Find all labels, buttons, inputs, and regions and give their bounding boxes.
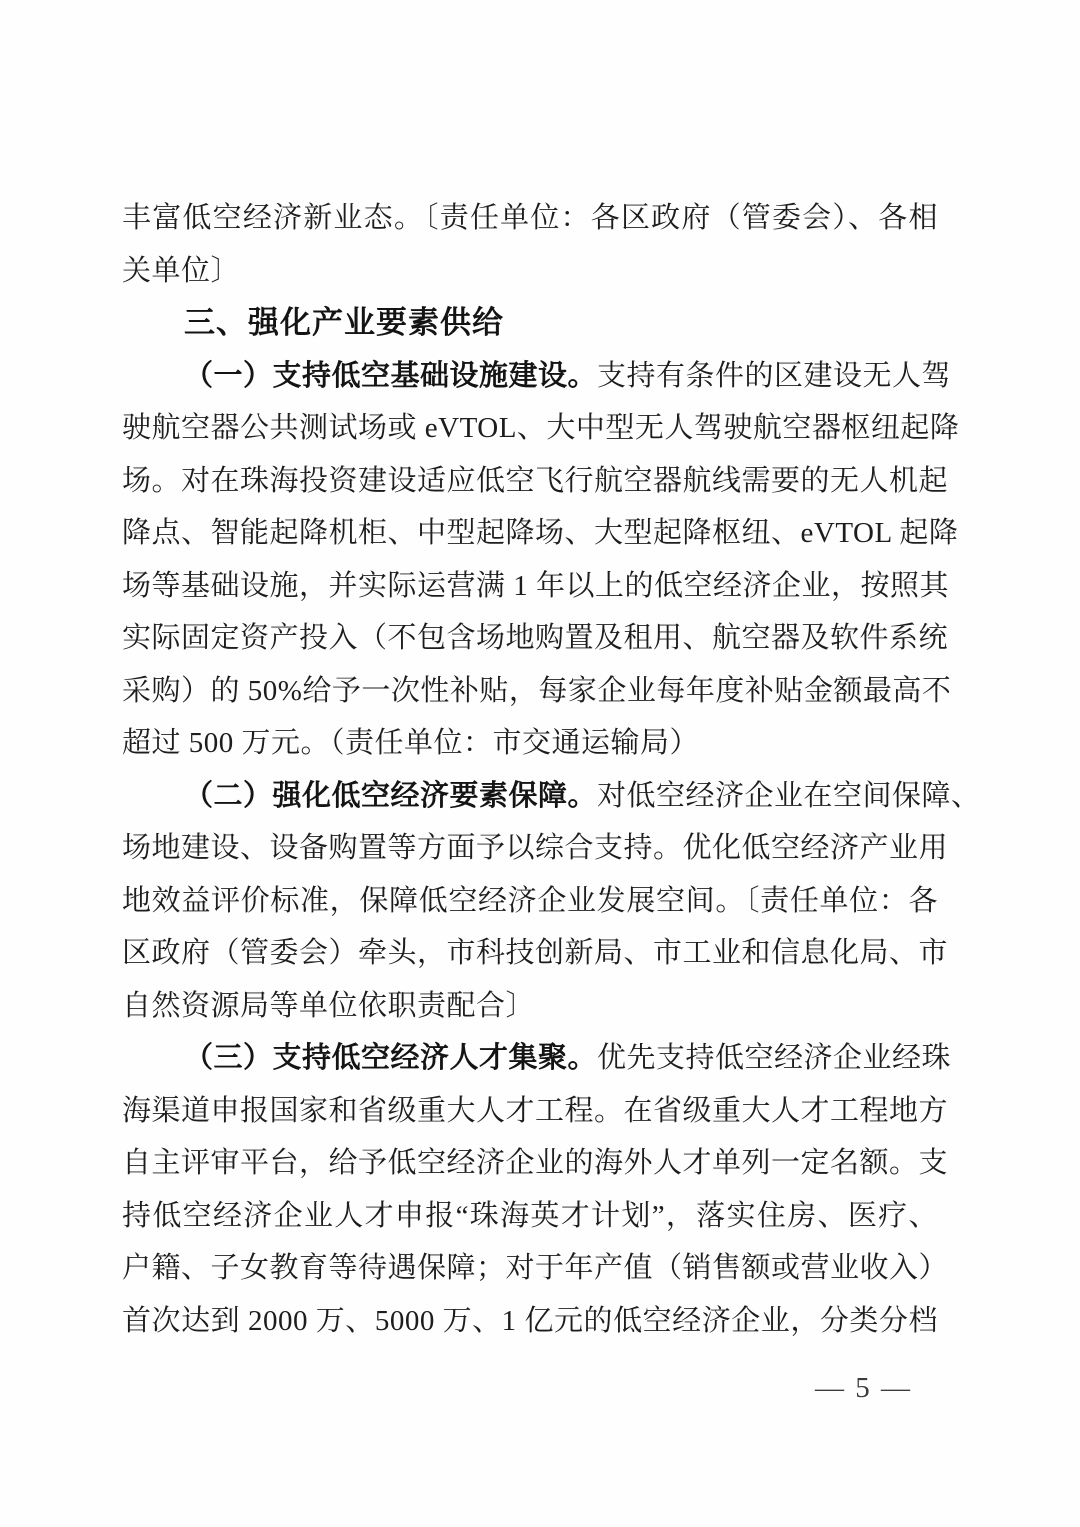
item-1-line-4 xyxy=(122,507,959,560)
item-2-line-3 xyxy=(122,875,938,928)
item-1-line-1 xyxy=(122,350,952,403)
body-text: 场。对在珠海投资建设适应低空飞行航空器航线需要的无人机起 xyxy=(122,464,949,497)
body-text: 持低空经济企业人才申报“珠海英才计划”，落实住房、医疗、 xyxy=(122,1199,938,1232)
item-1-line-7 xyxy=(122,665,952,718)
body-text: 户籍、子女教育等待遇保障；对于年产值（销售额或营业收入） xyxy=(122,1252,949,1284)
body-text: 驶航空器公共测试场或 eVTOL、大中型无人驾驶航空器枢纽起降 xyxy=(122,412,960,444)
body-text: 超过 500 万元。（责任单位：市交通运输局） xyxy=(122,727,700,759)
item-1-line-2 xyxy=(122,402,960,455)
body-text: 支持有条件的区建设无人驾 xyxy=(597,359,952,392)
body-text: 自然资源局等单位依职责配合〕 xyxy=(122,989,536,1022)
body-text: 实际固定资产投入（不包含场地购置及租用、航空器及软件系统 xyxy=(122,622,949,654)
item-3-line-4 xyxy=(122,1190,938,1243)
item-3-line-6 xyxy=(122,1295,938,1348)
section-lead-text: （三）支持低空经济人才集聚。 xyxy=(184,1042,598,1074)
body-text: 降点、智能起降机柜、中型起降场、大型起降枢纽、eVTOL 起降 xyxy=(122,517,959,549)
section-lead-text: （一）支持低空基础设施建设。 xyxy=(184,359,598,392)
section-heading-3 xyxy=(122,297,938,350)
document-body xyxy=(122,192,981,1347)
item-1-line-6 xyxy=(122,612,949,665)
section-lead-text: （二）强化低空经济要素保障。 xyxy=(184,779,598,812)
para-responsibility-carryover-line-1 xyxy=(122,192,938,245)
body-text: 关单位〕 xyxy=(122,254,241,287)
body-text: 首次达到 2000 万、5000 万、1 亿元的低空经济企业，分类分档 xyxy=(122,1304,938,1337)
body-text: 海渠道申报国家和省级重大人才工程。在省级重大人才工程地方 xyxy=(122,1094,949,1127)
item-2-line-2 xyxy=(122,822,949,875)
body-text: 地效益评价标准，保障低空经济企业发展空间。〔责任单位：各 xyxy=(122,884,938,917)
item-3-line-1 xyxy=(122,1032,952,1085)
para-responsibility-carryover-line-2 xyxy=(122,245,938,298)
body-text: 场等基础设施，并实际运营满 1 年以上的低空经济企业，按照其 xyxy=(122,569,950,602)
item-3-line-5 xyxy=(122,1242,949,1295)
item-2-line-4 xyxy=(122,927,949,980)
item-3-line-2 xyxy=(122,1085,949,1138)
page-number: — 5 — xyxy=(815,1372,912,1404)
item-2-line-5 xyxy=(122,980,938,1033)
body-text: 区政府（管委会）牵头，市科技创新局、市工业和信息化局、市 xyxy=(122,937,949,969)
item-1-line-5 xyxy=(122,560,950,613)
body-text: 对低空经济企业在空间保障、 xyxy=(597,779,981,812)
item-3-line-3 xyxy=(122,1137,949,1190)
item-2-line-1 xyxy=(122,770,981,823)
body-text: 自主评审平台，给予低空经济企业的海外人才单列一定名额。支 xyxy=(122,1147,949,1179)
body-text: 场地建设、设备购置等方面予以综合支持。优化低空经济产业用 xyxy=(122,832,949,864)
section-lead-text: 三、强化产业要素供给 xyxy=(184,305,504,340)
body-text: 优先支持低空经济企业经珠 xyxy=(597,1042,952,1074)
item-1-line-3 xyxy=(122,455,949,508)
body-text: 丰富低空经济新业态。〔责任单位：各区政府（管委会）、各相 xyxy=(122,202,938,234)
body-text: 采购）的 50%给予一次性补贴，每家企业每年度补贴金额最高不 xyxy=(122,674,952,707)
item-1-line-8 xyxy=(122,717,938,770)
